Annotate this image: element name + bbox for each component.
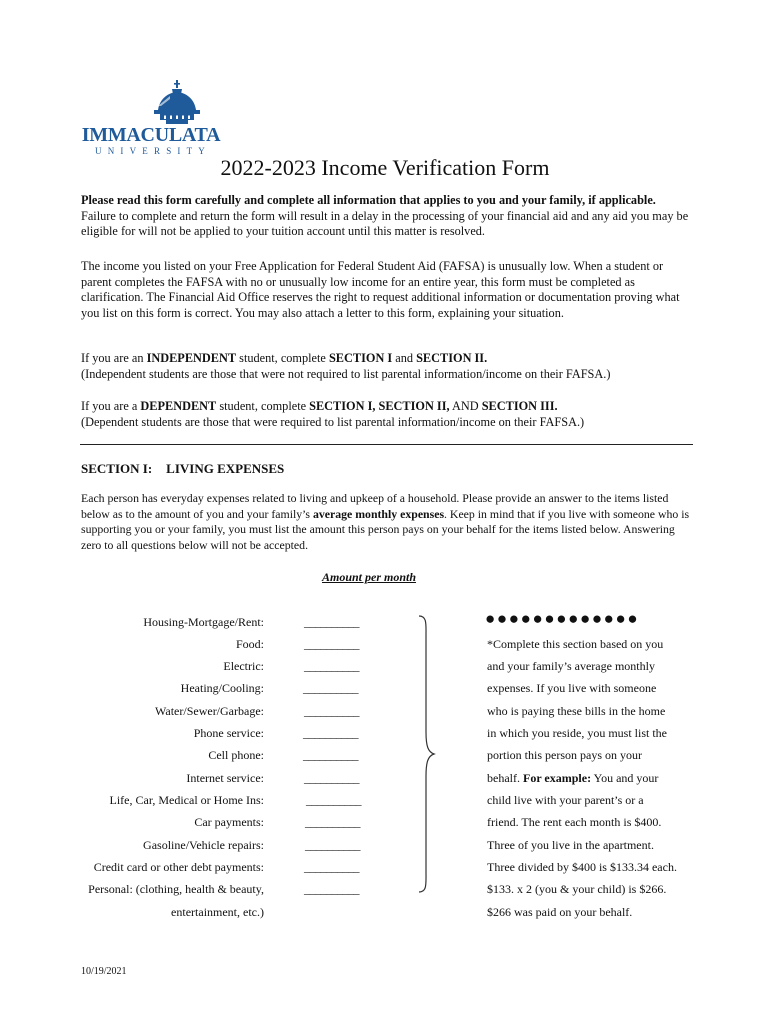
svg-text:UNIVERSITY: UNIVERSITY: [95, 146, 211, 156]
expense-blank[interactable]: __________: [304, 882, 359, 896]
independent-section-1: SECTION I: [328, 351, 393, 365]
expense-label: Electric:: [223, 659, 264, 673]
expense-blank[interactable]: __________: [304, 771, 359, 785]
page-title: 2022-2023 Income Verification Form: [220, 155, 550, 180]
independent-instructions: [81, 351, 691, 382]
expense-label-continued: entertainment, etc.): [171, 905, 264, 919]
section-1-heading: [81, 461, 284, 477]
dependent-keyword: DEPENDENT: [140, 399, 217, 413]
note-line: in which you reside, you must list the: [487, 726, 667, 740]
expense-blank[interactable]: __________: [303, 748, 358, 762]
expense-blank[interactable]: __________: [304, 637, 359, 651]
note-line: and your family’s average monthly: [487, 659, 655, 673]
intro-rest-text: Failure to complete and return the form will result in a delay in the processing of your financial aid and any aid you may be eligible for will not be applied to your tuition account until this matter is resolved.: [81, 208, 689, 239]
intro-paragraph: [81, 193, 691, 240]
dependent-text-3: AND: [449, 399, 482, 413]
note-line: Three of you live in the apartment.: [487, 838, 654, 852]
expense-label: Food:: [235, 637, 264, 651]
section-1-bold: average monthly expenses: [312, 506, 445, 521]
note-line: $266 was paid on your behalf.: [487, 905, 633, 919]
expense-blank[interactable]: __________: [305, 815, 360, 829]
section-divider: [80, 444, 693, 445]
independent-note: (Independent students are those that were not required to list parental information/income on their FAFSA.): [81, 366, 611, 381]
note-line: $133. x 2 (you & your child) is $266.: [487, 882, 667, 896]
section-1-text: Each person has everyday expenses related to living and upkeep of a household. Please provide an answer to the items listed below as to the amount of you and your family’s: [81, 491, 669, 521]
note-line: child live with your parent’s or a: [487, 793, 644, 807]
dependent-sections-1-2: SECTION I, SECTION II,: [309, 399, 450, 413]
expense-blank[interactable]: __________: [304, 860, 359, 874]
expense-blank[interactable]: __________: [303, 726, 358, 740]
section-1-number: SECTION I:: [81, 461, 153, 476]
expense-blank[interactable]: __________: [306, 793, 361, 807]
expense-label: Water/Sewer/Garbage:: [155, 704, 264, 718]
expense-blank[interactable]: __________: [304, 704, 359, 718]
expense-blank[interactable]: __________: [304, 615, 359, 629]
dependent-instructions: [81, 399, 691, 430]
independent-section-2: SECTION II.: [416, 351, 488, 365]
note-line: *Complete this section based on you: [487, 637, 664, 651]
note-line: Three divided by $400 is $133.34 each.: [487, 860, 677, 874]
expense-label: Cell phone:: [208, 748, 264, 762]
intro-bold-text: Please read this form carefully and complete all information that applies to you and your family, if applicable.: [81, 193, 656, 207]
note-line: expenses. If you live with someone: [487, 681, 657, 695]
section-1-instructions: [81, 491, 691, 553]
expense-label: Housing-Mortgage/Rent:: [143, 615, 264, 629]
dependent-section-3: SECTION III.: [481, 399, 558, 413]
independent-text-2: student, complete: [236, 351, 329, 365]
dependent-text-2: student, complete: [216, 399, 310, 413]
note-line: friend. The rent each month is $400.: [487, 815, 662, 829]
bullet-dots: ●●●●●●●●●●●●●: [485, 609, 640, 628]
curly-brace: [415, 614, 437, 894]
section-1-name: LIVING EXPENSES: [166, 461, 285, 476]
amount-per-month-header: Amount per month: [322, 570, 417, 584]
expense-label: Internet service:: [186, 771, 264, 785]
expense-blank[interactable]: __________: [305, 838, 360, 852]
dependent-text-1: If you are a: [81, 399, 141, 413]
independent-keyword: INDEPENDENT: [146, 351, 237, 365]
expense-label: Car payments:: [194, 815, 264, 829]
fafsa-paragraph: The income you listed on your Free Application for Federal Student Aid (FAFSA) is unusually low. When a student or parent completes the FAFSA with no or unusually low income for an entire year, this form must be completed as clarification. The Financial Aid Office reserves the right to request additional information or documentation proving what you list on this form is correct. You may also attach a letter to this form, explaining your situation.: [81, 259, 680, 320]
footer-date: 10/19/2021: [81, 966, 127, 977]
expense-label: Credit card or other debt payments:: [93, 860, 264, 874]
note-line: [487, 771, 658, 786]
expense-label: Phone service:: [193, 726, 264, 740]
independent-text-1: If you are an: [81, 351, 147, 365]
expense-label: Gasoline/Vehicle repairs:: [143, 838, 264, 852]
section-1-text-end: . Keep in mind that if you live with someone who is supporting you or your family, you must list the amount this person pays on your behalf for the items listed below. Answering zero to all questions below will not be accepted.: [81, 506, 690, 552]
note-line: portion this person pays on your: [487, 748, 642, 762]
expense-label: Personal: (clothing, health & beauty,: [88, 882, 264, 896]
note-line: who is paying these bills in the home: [487, 704, 666, 718]
expense-label: Life, Car, Medical or Home Ins:: [109, 793, 264, 807]
svg-text:IMMACULATA: IMMACULATA: [81, 124, 221, 146]
note-line-text: behalf.: [487, 771, 523, 785]
independent-text-3: and: [392, 351, 417, 365]
expense-blank[interactable]: __________: [303, 681, 358, 695]
university-logo: [80, 80, 222, 156]
note-example-rest: You and your: [591, 771, 659, 785]
note-example-label: For example:: [522, 771, 592, 785]
expense-blank[interactable]: __________: [304, 659, 359, 673]
dependent-note: (Dependent students are those that were required to list parental information/income on their FAFSA.): [81, 414, 585, 429]
expense-label: Heating/Cooling:: [180, 681, 264, 695]
